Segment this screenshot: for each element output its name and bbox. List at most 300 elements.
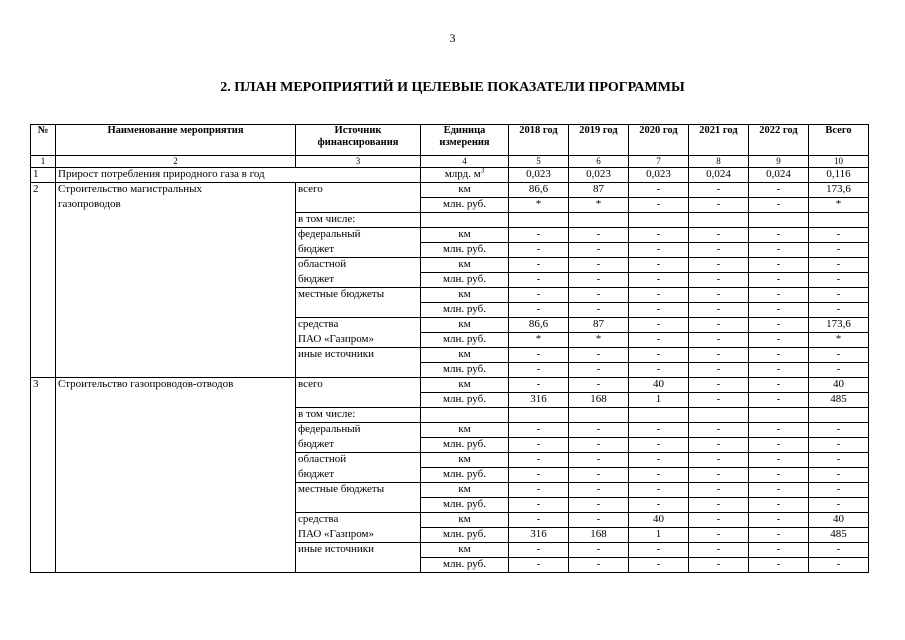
value-cell: - [749,453,809,468]
value-cell: - [629,363,689,378]
table-row [31,183,869,198]
unit-cell: млн. руб. [421,528,509,543]
value-cell: - [689,528,749,543]
value-cell: - [749,378,809,393]
source-cell: иные источники [296,543,421,558]
value-cell: - [569,273,629,288]
value-cell: - [569,243,629,258]
value-cell: 173,6 [809,183,869,198]
value-cell: 316 [509,528,569,543]
table-row [31,408,869,423]
source-cell: бюджет [296,468,421,483]
table-row [31,213,869,228]
value-cell: - [569,303,629,318]
column-number: 5 [509,156,569,168]
row-number-cont [31,468,56,483]
row-number-cont [31,363,56,378]
unit-cell: км [421,258,509,273]
header-total: Всего [809,125,869,156]
measure-name [56,363,296,378]
measure-name: Прирост потребления природного газа в год [56,168,421,183]
value-cell: 87 [569,183,629,198]
measure-name [56,468,296,483]
value-cell [689,408,749,423]
value-cell: - [629,243,689,258]
value-cell: - [749,423,809,438]
measure-name: газопроводов [56,198,296,213]
row-number-cont [31,303,56,318]
value-cell: - [629,558,689,573]
header-2021: 2021 год [689,125,749,156]
unit-cell [421,408,509,423]
value-cell: - [689,468,749,483]
table-row [31,288,869,303]
value-cell: - [629,438,689,453]
column-number-row [31,156,869,168]
measure-name [56,498,296,513]
value-cell: - [629,288,689,303]
value-cell: - [509,483,569,498]
header-row [31,125,869,156]
value-cell: 1 [629,393,689,408]
column-number: 2 [56,156,296,168]
source-cell: областной [296,453,421,468]
table-row [31,363,869,378]
header-no: № [31,125,56,156]
value-cell [569,213,629,228]
value-cell: 316 [509,393,569,408]
value-cell: * [569,333,629,348]
unit-cell: км [421,543,509,558]
value-cell: - [689,483,749,498]
value-cell: - [809,288,869,303]
source-cell: средства [296,513,421,528]
value-cell: - [749,558,809,573]
value-cell: * [809,333,869,348]
unit-cell: км [421,183,509,198]
value-cell: - [689,453,749,468]
row-number-cont [31,333,56,348]
unit-cell: км [421,513,509,528]
value-cell: - [629,468,689,483]
value-cell: - [509,558,569,573]
source-cell: всего [296,378,421,393]
table-row [31,348,869,363]
value-cell: - [509,378,569,393]
table-row [31,468,869,483]
measure-name [56,408,296,423]
value-cell: - [689,438,749,453]
value-cell [509,408,569,423]
value-cell: - [509,228,569,243]
measure-name [56,393,296,408]
row-number-cont [31,438,56,453]
value-cell: - [689,558,749,573]
unit-cell: млн. руб. [421,498,509,513]
source-cell: местные бюджеты [296,288,421,303]
value-cell: - [749,318,809,333]
value-cell: - [569,543,629,558]
value-cell: - [809,543,869,558]
source-cell: местные бюджеты [296,483,421,498]
source-cell: ПАО «Газпром» [296,528,421,543]
row-number-cont [31,498,56,513]
value-cell [749,213,809,228]
row-number-cont [31,318,56,333]
value-cell: - [689,513,749,528]
value-cell: - [569,288,629,303]
value-cell: * [569,198,629,213]
unit-cell: км [421,348,509,363]
value-cell: - [809,423,869,438]
value-cell: - [569,438,629,453]
column-number: 9 [749,156,809,168]
measure-name [56,318,296,333]
table-row [31,333,869,348]
row-number-cont [31,558,56,573]
value-cell: - [809,498,869,513]
value-cell: 0,024 [749,168,809,183]
value-cell: - [509,243,569,258]
value-cell: - [809,558,869,573]
measure-name [56,513,296,528]
value-cell: - [689,318,749,333]
value-cell: - [749,273,809,288]
value-cell: - [809,303,869,318]
row-number-cont [31,258,56,273]
value-cell: - [569,468,629,483]
value-cell: - [629,183,689,198]
table-row [31,198,869,213]
source-cell: всего [296,183,421,198]
value-cell: - [629,333,689,348]
column-number: 10 [809,156,869,168]
value-cell: - [629,303,689,318]
unit-superscript: 3 [480,167,485,175]
row-number-cont [31,288,56,303]
table-row [31,528,869,543]
value-cell: - [749,363,809,378]
measure-name [56,423,296,438]
column-number: 6 [569,156,629,168]
row-number-cont [31,273,56,288]
column-number: 3 [296,156,421,168]
value-cell: * [509,198,569,213]
value-cell: - [749,438,809,453]
value-cell: - [809,243,869,258]
value-cell: - [569,258,629,273]
source-cell: федеральный [296,423,421,438]
measure-name [56,543,296,558]
unit-text: млрд. м [444,168,481,180]
unit-cell: млн. руб. [421,468,509,483]
value-cell: - [629,228,689,243]
value-cell: 86,6 [509,183,569,198]
value-cell: * [809,198,869,213]
value-cell: - [689,303,749,318]
value-cell: - [629,258,689,273]
table-row [31,498,869,513]
value-cell: - [749,303,809,318]
value-cell: - [629,348,689,363]
measure-name [56,333,296,348]
value-cell: - [749,228,809,243]
value-cell: - [689,198,749,213]
value-cell: - [509,543,569,558]
value-cell: 40 [809,513,869,528]
row-number-cont [31,453,56,468]
value-cell: - [689,378,749,393]
table-row [31,303,869,318]
measure-name [56,228,296,243]
source-cell: бюджет [296,438,421,453]
source-cell: областной [296,258,421,273]
row-number-cont [31,408,56,423]
value-cell: - [509,363,569,378]
value-cell: - [629,273,689,288]
source-cell: ПАО «Газпром» [296,333,421,348]
unit-cell: км [421,318,509,333]
value-cell: 173,6 [809,318,869,333]
table-row [31,258,869,273]
value-cell: - [749,183,809,198]
unit-cell: млн. руб. [421,198,509,213]
value-cell: - [509,468,569,483]
source-cell [296,558,421,573]
value-cell: 1 [629,528,689,543]
value-cell: - [689,243,749,258]
table-row [31,378,869,393]
value-cell: * [509,333,569,348]
measure-name [56,558,296,573]
value-cell: - [689,543,749,558]
value-cell: - [629,498,689,513]
unit-cell: млн. руб. [421,303,509,318]
source-cell [296,198,421,213]
value-cell: - [569,483,629,498]
value-cell [689,213,749,228]
value-cell: - [749,528,809,543]
measure-name [56,258,296,273]
value-cell [809,408,869,423]
source-cell: в том числе: [296,408,421,423]
value-cell: - [689,363,749,378]
value-cell: - [569,363,629,378]
value-cell: - [809,348,869,363]
value-cell: - [629,318,689,333]
value-cell: - [629,483,689,498]
unit-cell: млн. руб. [421,273,509,288]
unit-cell: млн. руб. [421,363,509,378]
value-cell: - [509,258,569,273]
value-cell: - [749,333,809,348]
source-cell: бюджет [296,273,421,288]
row-number-cont [31,243,56,258]
value-cell: - [809,453,869,468]
value-cell: - [509,423,569,438]
value-cell: - [629,543,689,558]
row-number-cont [31,213,56,228]
value-cell: 0,024 [689,168,749,183]
value-cell: - [749,393,809,408]
measure-name [56,483,296,498]
table-row [31,243,869,258]
value-cell: - [689,498,749,513]
value-cell: 87 [569,318,629,333]
table-row [31,393,869,408]
measure-name [56,303,296,318]
value-cell: - [809,228,869,243]
value-cell: - [749,288,809,303]
source-cell: иные источники [296,348,421,363]
value-cell: - [689,333,749,348]
unit-cell [421,213,509,228]
measure-name [56,348,296,363]
source-cell [296,303,421,318]
measure-name: Строительство газопроводов-отводов [56,378,296,393]
value-cell: - [809,438,869,453]
table-row [31,228,869,243]
table-row [31,438,869,453]
value-cell: - [569,423,629,438]
header-2022: 2022 год [749,125,809,156]
value-cell: - [749,483,809,498]
column-number: 7 [629,156,689,168]
measure-name [56,288,296,303]
value-cell: 485 [809,393,869,408]
unit-cell: млн. руб. [421,393,509,408]
value-cell: - [509,498,569,513]
unit-cell: млн. руб. [421,558,509,573]
table-row [31,423,869,438]
table-row [31,318,869,333]
value-cell: 485 [809,528,869,543]
row-number-cont [31,528,56,543]
header-unit: Единица измерения [421,125,509,156]
measure-name: Строительство магистральных [56,183,296,198]
measure-name [56,273,296,288]
row-number: 3 [31,378,56,393]
value-cell: - [749,198,809,213]
table-row [31,483,869,498]
unit-cell: млн. руб. [421,438,509,453]
table-row [31,558,869,573]
row-number-cont [31,198,56,213]
value-cell: - [689,288,749,303]
table-row [31,453,869,468]
source-cell: средства [296,318,421,333]
value-cell: - [509,453,569,468]
value-cell: - [689,393,749,408]
value-cell: - [509,288,569,303]
column-number: 8 [689,156,749,168]
table-row [31,513,869,528]
unit-cell: млн. руб. [421,333,509,348]
value-cell: - [629,453,689,468]
measure-name [56,528,296,543]
unit-cell: км [421,288,509,303]
value-cell: 40 [629,378,689,393]
value-cell [569,408,629,423]
measure-name [56,213,296,228]
source-cell: бюджет [296,243,421,258]
unit-cell [421,168,509,183]
value-cell: 168 [569,528,629,543]
header-name: Наименование мероприятия [56,125,296,156]
value-cell: - [569,348,629,363]
header-source: Источник финансирования [296,125,421,156]
value-cell: 86,6 [509,318,569,333]
value-cell: - [689,273,749,288]
value-cell [509,213,569,228]
table-row [31,273,869,288]
row-number: 2 [31,183,56,198]
measure-name [56,243,296,258]
unit-cell: км [421,228,509,243]
value-cell: - [749,348,809,363]
value-cell: - [509,273,569,288]
value-cell: - [689,348,749,363]
page-number: 3 [449,31,456,45]
header-2019: 2019 год [569,125,629,156]
value-cell: - [689,423,749,438]
source-cell [296,393,421,408]
value-cell: - [569,453,629,468]
page-title: 2. ПЛАН МЕРОПРИЯТИЙ И ЦЕЛЕВЫЕ ПОКАЗАТЕЛИ ПРОГРАММЫ [220,80,685,95]
value-cell: - [689,258,749,273]
source-cell [296,498,421,513]
value-cell [809,213,869,228]
value-cell: - [689,228,749,243]
value-cell: - [629,198,689,213]
value-cell: 0,023 [509,168,569,183]
header-2018: 2018 год [509,125,569,156]
value-cell: - [749,243,809,258]
source-cell [296,363,421,378]
value-cell: - [509,348,569,363]
row-number: 1 [31,168,56,183]
value-cell: - [569,498,629,513]
row-number-cont [31,543,56,558]
row-number-cont [31,228,56,243]
value-cell: - [809,483,869,498]
unit-cell: км [421,378,509,393]
measure-name [56,453,296,468]
value-cell: - [509,303,569,318]
value-cell: - [749,258,809,273]
value-cell: 0,023 [629,168,689,183]
value-cell: 40 [809,378,869,393]
value-cell: 168 [569,393,629,408]
table-row [31,543,869,558]
value-cell: - [509,513,569,528]
row-number-cont [31,483,56,498]
value-cell: - [809,258,869,273]
value-cell: - [509,438,569,453]
value-cell: - [749,513,809,528]
value-cell: - [689,183,749,198]
value-cell: - [569,513,629,528]
value-cell: - [809,273,869,288]
unit-cell: млн. руб. [421,243,509,258]
value-cell: - [749,543,809,558]
table-row [31,168,869,183]
unit-cell: км [421,453,509,468]
value-cell: - [569,378,629,393]
value-cell [629,408,689,423]
unit-cell: км [421,423,509,438]
value-cell: - [809,363,869,378]
